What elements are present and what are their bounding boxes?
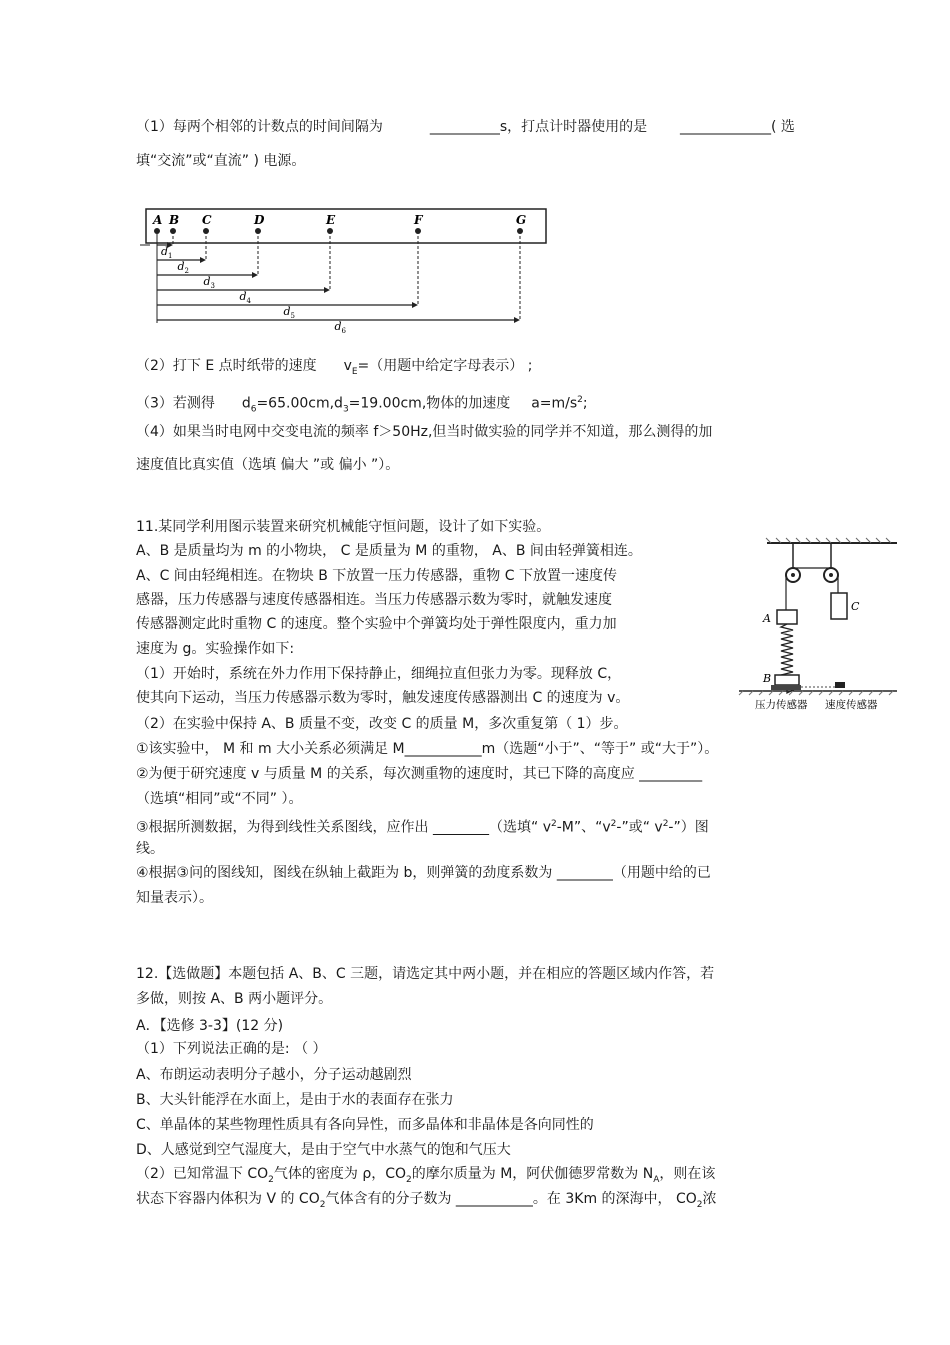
q10-blank-interval: __________s，打点计时器使用的是 [429,119,648,135]
dim-sub: 2 [184,267,189,275]
pressure-sensor-label: 压力传感器 [755,699,808,711]
q11-line-f: （1）开始时，系统在外力作用下保持静止，细绳拉直但张力为零。现释放 C， [136,666,622,682]
d3-value: =19.00cm,物体的加速度 [348,395,511,412]
q11-line-j: ②为便于研究速度 v 与质量 M 的关系，每次测重物的速度时，其已下降的高度应 _________ [136,766,703,782]
na-sub: A [653,1174,660,1185]
q12-title2: 多做，则按 A、B 两小题评分。 [136,991,333,1007]
dim-sub: 5 [290,312,295,320]
p2-b: 气体含有的分子数为 ___________。在 3Km 的深海中， CO [325,1191,697,1207]
q10-blank-power: _____________( 选 [680,119,795,135]
dim-sub: 3 [210,282,215,290]
dim-label: d [239,290,247,303]
q12-section-head: A．【选修 3-3】(12 分) [136,1018,284,1034]
q11-l-part4: -”）图 [668,819,709,836]
q12-sub1: （1）下列说法正确的是: （ ） [136,1041,327,1057]
q11-line-l [136,815,709,837]
co2-sub-3: 2 [319,1199,326,1210]
label-C: C [851,600,860,613]
dim-sub: 4 [246,297,251,305]
dim-arrow [324,287,330,293]
co2-sub-4: 2 [696,1199,703,1210]
d6-symbol: d [241,395,251,412]
q10-part1-text: （1）每两个相邻的计数点的时间间隔为 [136,119,383,135]
q11-line-c: 感器，压力传感器与速度传感器相连。当压力传感器示数为零时，就触发速度 [136,592,612,608]
option-d: D、人感觉到空气湿度大，是由于空气中水蒸气的饱和气压大 [136,1142,511,1158]
p1-c: 的摩尔质量为 M，阿伏伽德罗常数为 N [411,1166,654,1182]
velocity-symbol: v [343,358,352,374]
dim-arrow [252,272,258,278]
q10-line1 [136,118,795,136]
velocity-sensor-label: 速度传感器 [825,699,878,711]
q12-sub2-line2 [136,1190,717,1214]
tape-point-label: D [254,213,265,227]
dim-arrow [412,302,418,308]
d3-sub: 3 [342,404,349,415]
dim-label: d [161,245,169,258]
q10-line3 [136,357,532,381]
label-A: A [763,612,771,625]
q12-title: 12.【选做题】本题包括 A、B、C 三题，请选定其中两小题，并在相应的答题区域内作答，若 [136,966,715,982]
q11-line-o: 知量表示）。 [136,890,213,906]
q11-title: 11.某同学利用图示装置来研究机械能守恒问题，设计了如下实验。 [136,519,551,535]
label-B: B [763,672,772,685]
q11-line-a: A、B 是质量均为 m 的小物块， C 是质量为 M 的重物， A、B 间由轻弹簧相连。 [136,543,642,559]
p2-a: 状态下容器内体积为 V 的 CO [136,1191,320,1207]
option-b: B、大头针能浮在水面上，是由于水的表面存在张力 [136,1092,454,1108]
co2-sub-1: 2 [268,1174,274,1185]
q10-sub2-tail: =（用题中给定字母表示） ; [357,358,533,374]
sup-3: 2 [662,819,669,829]
d6-sub: 6 [250,404,257,415]
velocity-sub: E [351,366,358,377]
q10-line6: 速度值比真实值（选填 偏大 ”或 偏小 ”）。 [136,457,400,473]
dim-label: d [334,320,342,333]
dim-arrow [514,317,520,323]
q12-sub2-line1 [136,1165,715,1189]
q11-l-part1: ③根据所测数据，为得到线性关系图线，应作出 ________（选填“ v [136,819,551,836]
tape-point-label: C [202,213,212,227]
sup-2: 2 [610,819,617,829]
p1-d: ，则在该 [659,1166,716,1182]
paper-tape-figure [140,205,560,335]
tape-point-label: F [414,213,423,227]
co2-sub-2: 2 [406,1174,412,1185]
acc-end: ; [582,395,588,412]
option-c: C、单晶体的某些物理性质具有各向异性，而多晶体和非晶体是各向同性的 [136,1117,594,1133]
q11-l-part2: -M”、“v [556,819,611,836]
tape-point-label: E [326,213,336,227]
q11-line-m: 线。 [136,841,164,857]
acceleration-unit: a=m/s [531,395,578,412]
d6-value: =65.00cm,d [256,395,343,412]
dim-label: d [283,305,291,318]
tape-point-label: B [169,213,180,227]
dim-label: d [177,260,185,273]
apparatus-figure [735,535,905,715]
tape-point-label: A [153,213,163,227]
dim-sub: 6 [341,327,346,335]
p2-c: 浓 [702,1191,717,1207]
q10-sub2-text: （2）打下 E 点时纸带的速度 [136,358,317,374]
sup-1: 2 [551,819,557,829]
q11-line-d: 传感器测定此时重物 C 的速度。整个实验中个弹簧均处于弹性限度内，重力加 [136,616,617,632]
q10-line2: 填“交流”或“直流” ) 电源。 [136,153,306,169]
dim-arrow [200,257,206,263]
q11-line-h: （2）在实验中保持 A、B 质量不变，改变 C 的质量 M，多次重复第（ 1）步。 [136,716,628,732]
q11-line-b: A、C 间由轻绳相连。在物块 B 下放置一压力传感器，重物 C 下放置一速度传 [136,568,617,584]
q11-line-k: （选填“相同”或“不同” ）。 [136,791,303,807]
p1-a: （2）已知常温下 CO [136,1166,269,1182]
p1-b: 气体的密度为 ρ，CO [273,1166,407,1182]
q11-line-i: ①该实验中， M 和 m 大小关系必须满足 M___________m（选题“小于”、“等于” 或“大于”）。 [136,741,719,757]
q10-sub3-text: （3）若测得 [136,395,215,412]
tape-point-label: G [516,213,527,227]
dim-label: d [203,275,211,288]
q10-line5: （4）如果当时电网中交变电流的频率 f＞50Hz,但当时做实验的同学并不知道，那么测得的加 [136,424,713,440]
q11-line-n: ④根据③问的图线知，图线在纵轴上截距为 b，则弹簧的劲度系数为 ________（用题中给的已 [136,865,711,881]
q11-l-part3: -”或“ v [616,819,663,836]
option-a: A、布朗运动表明分子越小，分子运动越剧烈 [136,1067,412,1083]
q11-line-g: 使其向下运动，当压力传感器示数为零时，触发速度传感器测出 C 的速度为 v。 [136,690,630,706]
dim-sub: 1 [168,252,173,260]
q10-line4 [136,391,588,418]
acc-sup: 2 [577,395,583,405]
q11-line-e: 速度为 g。实验操作如下: [136,641,295,657]
